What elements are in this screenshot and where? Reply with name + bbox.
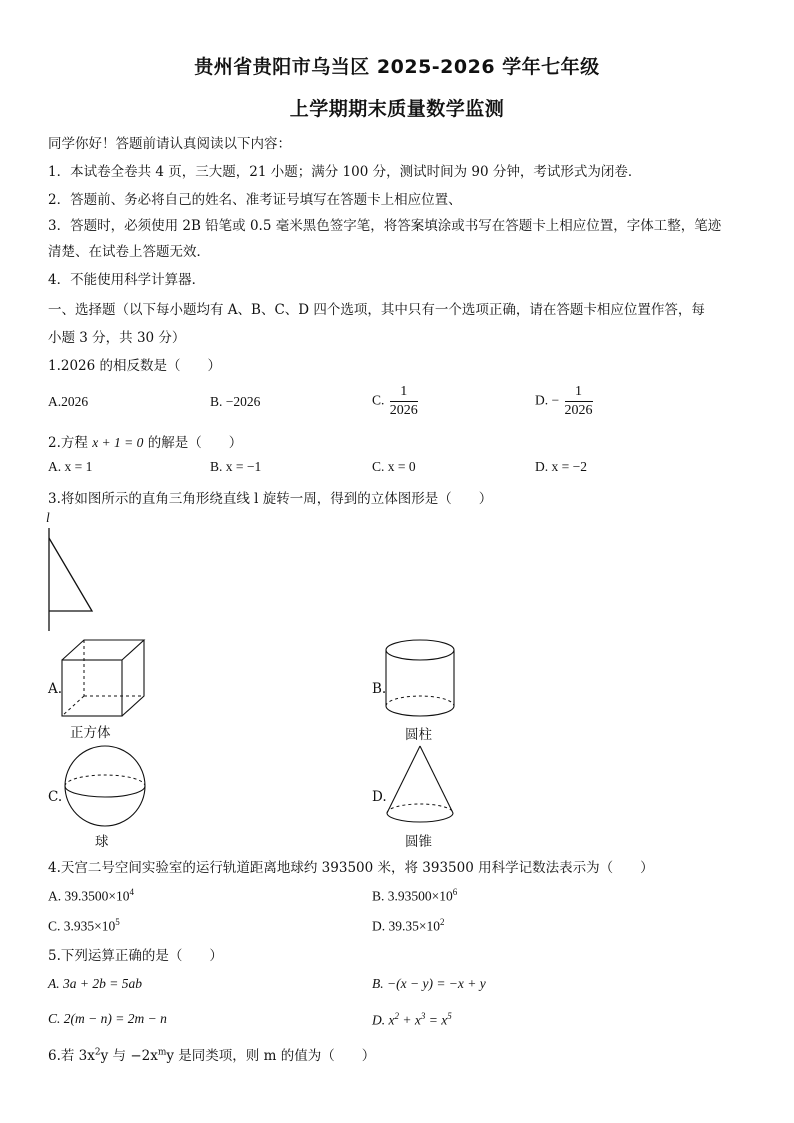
q3-option-b[interactable]: B.	[372, 681, 387, 697]
q2-equation: x + 1 = 0	[92, 435, 144, 450]
q5-d-exp1: 2	[394, 1011, 399, 1021]
q1-c-prefix: C.	[372, 392, 385, 408]
q1-c-denominator: 2026	[389, 403, 418, 418]
q4-option-b[interactable]	[372, 887, 457, 905]
q4-d-exponent: 2	[440, 917, 445, 927]
q1-option-a[interactable]: A.2026	[48, 394, 89, 409]
q5-option-b[interactable]: B. −(x − y) = −x + y	[372, 976, 486, 991]
q1-option-d[interactable]	[535, 383, 593, 420]
exam-title-line2: 上学期期末质量数学监测	[289, 98, 505, 120]
q4-option-d[interactable]	[372, 917, 445, 935]
q5-d-part2: + x	[399, 1012, 421, 1028]
exam-title-line1: 贵州省贵阳市乌当区 2025-2026 学年七年级	[194, 56, 600, 78]
question-5-stem: 5.下列运算正确的是（ ）	[48, 948, 223, 964]
q4-a-base: A. 39.3500×10	[48, 888, 130, 904]
section-1-heading-cont: 小题 3 分，共 30 分）	[48, 330, 186, 346]
instruction-item-2: 2．答题前、务必将自己的姓名、准考证号填写在答题卡上相应位置、	[48, 192, 462, 208]
question-4-stem: 4.天宫二号空间实验室的运行轨道距离地球约 393500 米，将 393500 用科学记数法表示为（ ）	[48, 860, 654, 876]
cone-figure[interactable]	[384, 744, 456, 828]
q5-d-exp2: 3	[420, 1011, 426, 1021]
q5-option-a[interactable]: A. 3a + 2b = 5ab	[48, 976, 142, 991]
section-1-heading: 一、选择题（以下每小题均有 A、B、C、D 四个选项，其中只有一个选项正确，请在答题卡相应位置作答，每	[48, 302, 705, 318]
q1-d-denominator: 2026	[564, 403, 593, 418]
question-6-stem	[48, 1044, 375, 1064]
q4-option-c[interactable]	[48, 917, 120, 935]
q5-option-d[interactable]	[372, 1011, 452, 1029]
q1-c-fraction	[390, 383, 418, 420]
q2-stem-prefix: 2.方程	[48, 435, 88, 451]
question-1-stem: 1.2026 的相反数是（ ）	[48, 358, 222, 374]
q1-d-fraction	[565, 383, 593, 420]
q3-option-a[interactable]: A.	[48, 681, 63, 697]
cylinder-figure[interactable]	[382, 638, 458, 720]
q4-b-exponent: 6	[452, 887, 458, 897]
q4-c-base: C. 3.935×10	[48, 918, 116, 934]
q6-exp2: m	[157, 1047, 167, 1058]
cube-caption: 正方体	[70, 725, 111, 741]
cylinder-caption: 圆柱	[405, 727, 432, 743]
q2-option-d[interactable]: D. x = −2	[535, 459, 587, 474]
sphere-caption: 球	[95, 834, 109, 850]
q5-d-exp3: 5	[447, 1011, 452, 1021]
q2-option-b[interactable]: B. x = −1	[210, 459, 262, 474]
q2-option-c[interactable]: C. x = 0	[372, 459, 416, 474]
q1-d-prefix: D. −	[535, 392, 560, 408]
instruction-item-3-cont: 清楚、在试卷上答题无效．	[48, 244, 210, 260]
cube-figure[interactable]	[60, 638, 150, 718]
q1-d-numerator: 1	[565, 383, 593, 402]
cone-caption: 圆锥	[405, 834, 432, 850]
q4-b-base: B. 3.93500×10	[372, 888, 453, 904]
q6-stem-part3: y 是同类项，则 m 的值为（ ）	[166, 1048, 376, 1064]
q4-option-a[interactable]	[48, 887, 134, 905]
line-l-label: l	[46, 510, 50, 525]
q4-a-exponent: 4	[129, 887, 134, 897]
q1-c-numerator: 1	[390, 383, 418, 402]
q4-d-base: D. 39.35×10	[372, 918, 440, 934]
q5-d-part3: = x	[425, 1012, 448, 1028]
q6-stem-part2: y 与 −2x	[100, 1048, 158, 1064]
q3-option-d[interactable]: D.	[372, 789, 387, 805]
q2-option-a[interactable]: A. x = 1	[48, 459, 93, 474]
sphere-figure[interactable]	[59, 745, 151, 827]
instruction-item-1: 1．本试卷全卷共 4 页，三大题，21 小题；满分 100 分，测试时间为 90 分钟，考试形式为闭卷．	[48, 164, 642, 180]
q6-exp1: 2	[94, 1047, 101, 1058]
question-2-stem	[48, 431, 242, 451]
instruction-item-3: 3．答题时，必须使用 2B 铅笔或 0.5 毫米黑色签字笔，将答案填涂或书写在答题卡上相应位置，字体工整，笔迹	[48, 218, 722, 234]
right-triangle-figure	[44, 528, 96, 632]
question-3-stem: 3.将如图所示的直角三角形绕直线 l 旋转一周，得到的立体图形是（ ）	[48, 491, 493, 507]
instruction-item-4: 4．不能使用科学计算器．	[48, 272, 206, 288]
q3-option-c[interactable]: C.	[48, 789, 63, 805]
q5-option-c[interactable]: C. 2(m − n) = 2m − n	[48, 1011, 167, 1026]
q1-option-c[interactable]	[372, 383, 418, 420]
q2-stem-suffix: 的解是（ ）	[147, 435, 243, 451]
q6-stem-part1: 6.若 3x	[48, 1048, 95, 1064]
q4-c-exponent: 5	[115, 917, 120, 927]
q1-option-b[interactable]: B. −2026	[210, 394, 261, 409]
q5-d-part1: D. x	[372, 1012, 395, 1028]
instructions-greeting: 同学你好！答题前请认真阅读以下内容：	[48, 136, 291, 152]
